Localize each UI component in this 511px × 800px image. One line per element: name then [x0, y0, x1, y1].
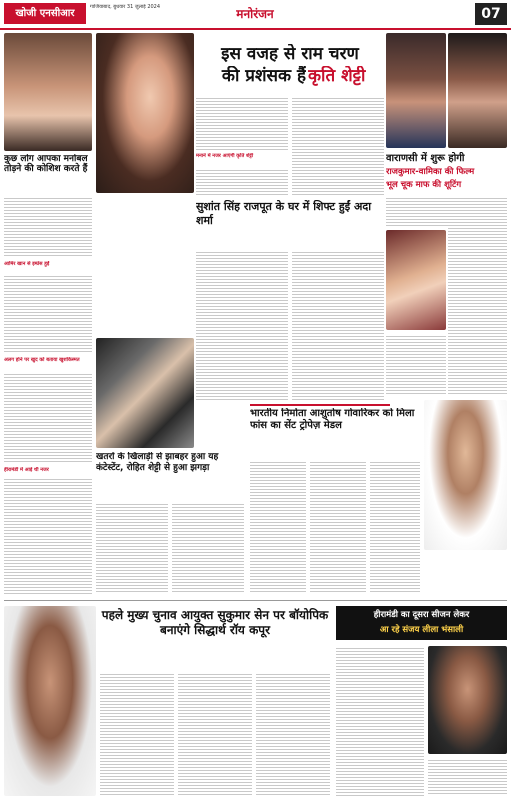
top-headline-line2: की प्रशंसक हैं: [221, 66, 306, 86]
adah-sharma-photo: [386, 230, 446, 330]
actor-photo-right: [386, 33, 446, 148]
top-story-text-col3: [196, 168, 288, 196]
top-headline-name: कृति शेट्टी: [308, 66, 366, 86]
right-headline-line1: वाराणसी में शुरू होगी: [386, 153, 465, 164]
heeramandi-text-col1: [336, 646, 424, 796]
middle-headline: सुशांत सिंह राजपूत के घर में शिफ्ट हुईं अदा शर्मा: [196, 200, 372, 227]
gowariker-text-col2: [310, 460, 366, 594]
gowariker-text-col1: [250, 460, 306, 594]
siddharth-roy-kapur-photo: [4, 606, 96, 796]
kriti-shetty-photo: [96, 33, 194, 193]
bottom-text-col1: [100, 672, 174, 796]
actress-photo-right: [448, 33, 507, 148]
left-body-text-3: [4, 477, 92, 595]
left-subhead-3: हीरामंडी में आई थी नजर: [4, 467, 49, 473]
top-headline-line1: इस वजह से राम चरण: [221, 44, 359, 64]
ashutosh-gowariker-photo: [424, 400, 507, 550]
middle-story-text-col2: [292, 250, 384, 400]
left-body-text-2: [4, 372, 92, 464]
top-story-subhead: मनाने में नजर आएंगी कृति शेट्टी: [196, 153, 254, 159]
top-story-text-col1: [196, 96, 288, 151]
left-headline: कुछ लोग आपका मनोबल तोड़ने की कोशिश करते हैं: [4, 154, 88, 174]
dateline: गाजियाबाद, बुधवार 31 जुलाई 2024: [90, 4, 161, 10]
top-story-text-col2: [292, 96, 384, 196]
right-story-text-3: [386, 334, 446, 396]
contestants-photo: [96, 338, 194, 448]
section-divider: [4, 600, 507, 601]
bottom-text-col3: [256, 672, 330, 796]
gowariker-headline: भारतीय निर्माता आशुतोष गोवारिकर को मिला फांस का सेंट ट्रोपेज़ मेडल: [250, 408, 415, 431]
right-story-text-2: [448, 226, 507, 396]
gowariker-text-col3: [370, 460, 420, 594]
left-subhead-2: अलग होने पर खुद को बताया खुशकिस्मत: [4, 357, 80, 363]
bottom-headline: पहले मुख्य चुनाव आयुक्त सुकुमार सेन पर बॉयोपिक बनाएंगे सिद्धार्थ रॉय कपूर: [101, 608, 329, 637]
left-body-text-1: [4, 274, 92, 354]
heeramandi-text-col2: [428, 758, 507, 796]
left-intro-text: [4, 196, 92, 258]
page-number: 07: [475, 3, 507, 25]
actress-photo-left: [4, 33, 92, 151]
gowariker-rule: [250, 404, 390, 406]
right-story-text-1: [386, 196, 507, 226]
sanjay-leela-bhansali-photo: [428, 646, 507, 754]
newspaper-logo: खोजी एनसीआर: [4, 3, 86, 24]
heeramandi-headline-line2: आ रहे संजय लीला भंसाली: [379, 625, 464, 635]
right-headline-line2: राजकुमार-वामिका की फिल्म: [386, 167, 475, 177]
section-title: मनोरंजन: [236, 7, 274, 21]
khatron-text-col1: [96, 502, 168, 594]
left-subhead-1: आमिर खान से इम्प्रेस हुईं: [4, 261, 50, 267]
khatron-headline: खतरों के खिलाड़ी से झाबहर हुआ यह कंटेस्टेंट, रोहित शेट्टी से हुआ झगड़ा: [96, 452, 219, 473]
middle-story-text-col1: [196, 250, 288, 400]
khatron-text-col2: [172, 502, 244, 594]
right-headline-line3: भूल चूक माफ की शूटिंग: [386, 180, 462, 190]
heeramandi-headline-line1: हीरामंडी का दूसरा सीजन लेकर: [373, 610, 470, 620]
bottom-text-col2: [178, 672, 252, 796]
